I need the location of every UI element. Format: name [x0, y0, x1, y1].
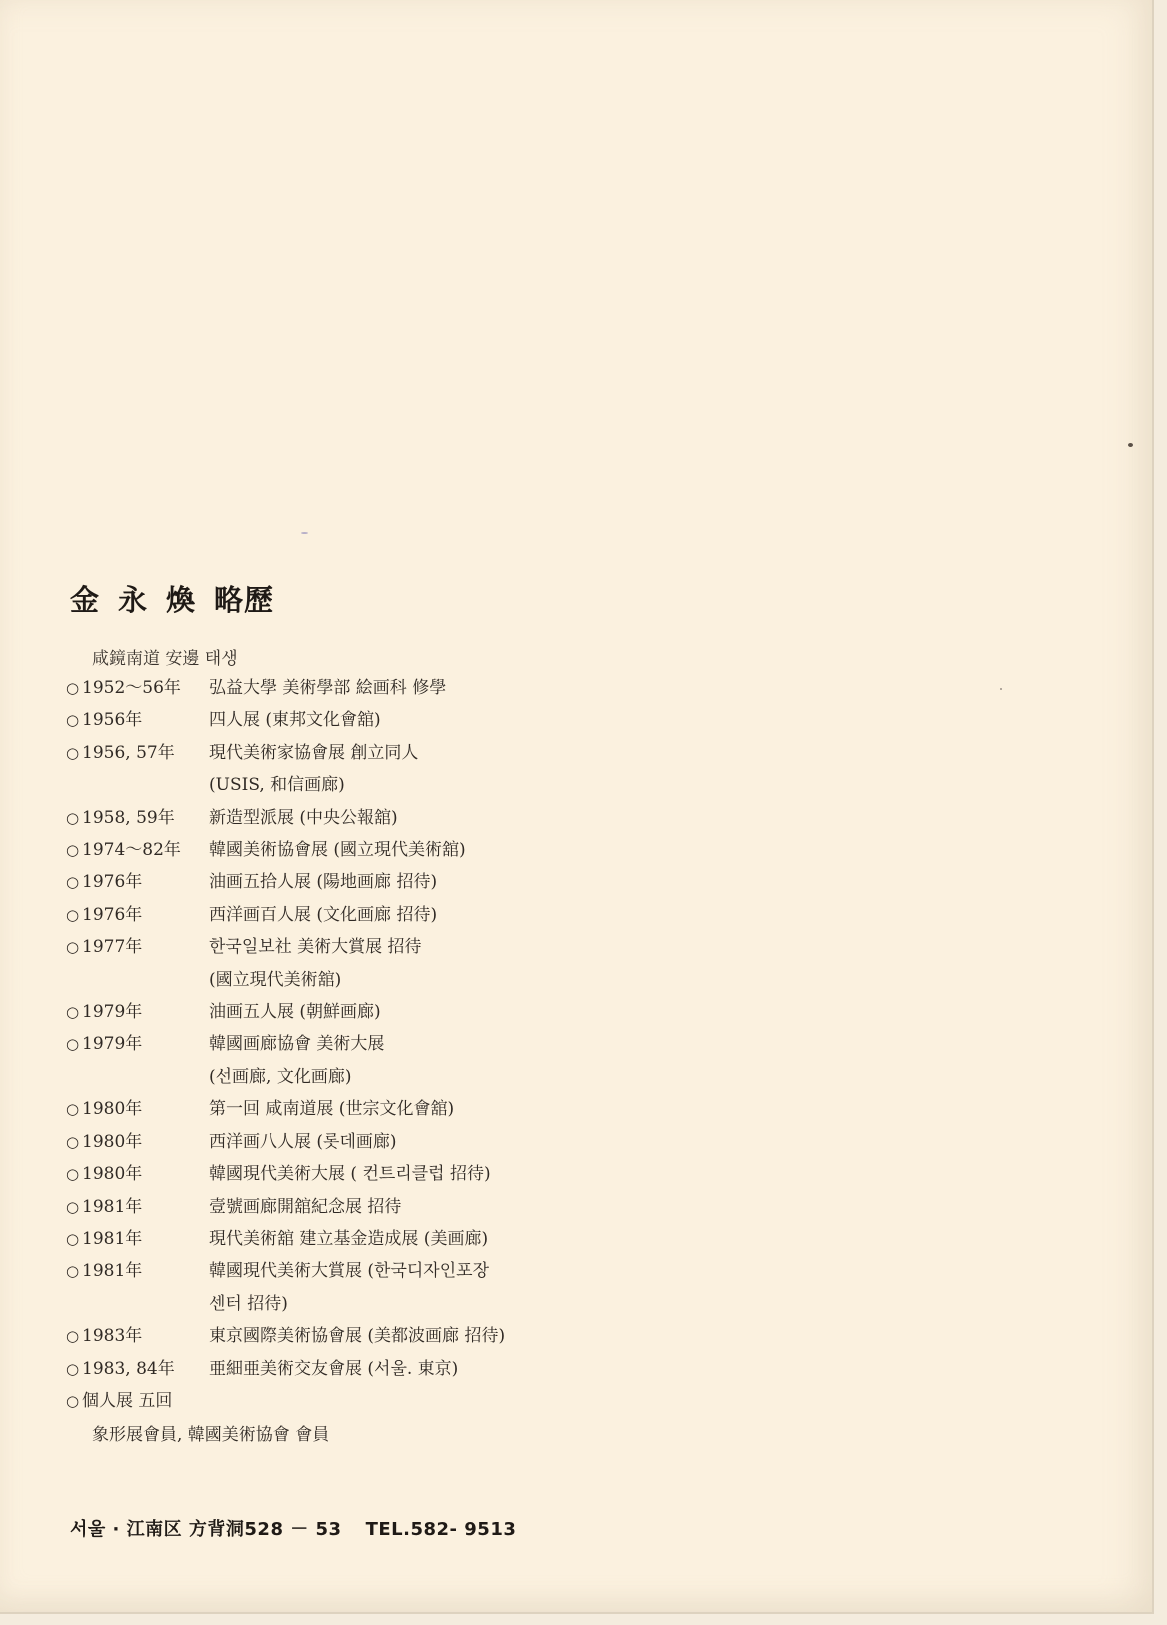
entry-year: 1980年 — [82, 1164, 143, 1185]
entry-year: 1956, 57年 — [82, 742, 175, 763]
entry-year: 1977年 — [82, 937, 143, 958]
entry-description: 壹號画廊開舘紀念展 招待 — [209, 1196, 402, 1217]
entry-year: 1952～56年 — [82, 678, 181, 698]
entry-description: 韓國美術協會展 (國立現代美術舘) — [209, 840, 466, 861]
career-entry — [66, 996, 626, 1028]
entry-description: 韓國画廊協會 美術大展 (선画廊, 文化画廊) — [209, 1034, 385, 1087]
circle-bullet-icon: ○ — [66, 1391, 80, 1410]
entry-year: 1981年 — [82, 1228, 143, 1249]
career-list — [66, 672, 626, 1417]
paper-speck — [1000, 688, 1002, 690]
paper-speck — [301, 532, 308, 534]
circle-bullet-icon: ○ — [66, 1359, 80, 1378]
entry-year: 1974～82年 — [82, 840, 181, 861]
circle-bullet-icon: ○ — [66, 841, 80, 860]
entry-year: 1956年 — [82, 710, 143, 731]
entry-year: 1976年 — [82, 904, 143, 925]
career-entry — [66, 802, 626, 834]
entry-description: 現代美術家協會展 創立同人 (USIS, 和信画廊) — [209, 742, 419, 796]
circle-bullet-icon: ○ — [66, 808, 80, 827]
entry-description: 第一回 咸南道展 (世宗文化會舘) — [209, 1099, 455, 1120]
circle-bullet-icon: ○ — [66, 1132, 80, 1151]
birthplace: 咸鏡南道 安邊 태생 — [92, 649, 238, 669]
entry-year: 1980年 — [82, 1131, 143, 1152]
entry-description: 西洋画百人展 (文化画廊 招待) — [209, 904, 438, 925]
entry-description: 油画五人展 (朝鮮画廊) — [209, 1002, 381, 1023]
entry-description: 現代美術舘 建立基金造成展 (美画廊) — [209, 1228, 489, 1249]
solo-exhibitions-text: 個人展 五回 — [82, 1390, 173, 1411]
entry-year: 1983年 — [82, 1326, 143, 1347]
career-entry — [66, 834, 626, 866]
circle-bullet-icon: ○ — [66, 1262, 80, 1281]
career-entry — [66, 1223, 626, 1255]
career-entry — [66, 1191, 626, 1223]
circle-bullet-icon: ○ — [66, 938, 80, 957]
career-entry — [66, 931, 626, 996]
career-entry — [66, 866, 626, 898]
entry-year: 1979年 — [82, 1034, 143, 1055]
circle-bullet-icon: ○ — [66, 1197, 80, 1216]
career-entry — [66, 1028, 626, 1093]
name-char: 金 — [70, 583, 101, 617]
solo-exhibitions — [66, 1385, 626, 1417]
career-entry — [66, 672, 626, 704]
contact-address — [70, 1515, 516, 1541]
career-entry — [66, 1126, 626, 1158]
circle-bullet-icon: ○ — [66, 1229, 80, 1248]
membership-text: 象形展會員, 韓國美術協會 會員 — [92, 1425, 330, 1445]
entry-description: 四人展 (東邦文化會舘) — [209, 710, 381, 731]
circle-bullet-icon: ○ — [66, 1035, 80, 1054]
entry-description: 新造型派展 (中央公報舘) — [209, 807, 398, 828]
entry-year: 1958, 59年 — [82, 807, 175, 828]
entry-year: 1983, 84年 — [82, 1358, 175, 1379]
entry-description: 弘益大學 美術學部 絵画科 修學 — [209, 678, 447, 698]
entry-description: 韓國現代美術大賞展 (한국디자인포장 센터 招待) — [209, 1261, 489, 1314]
career-entry — [66, 899, 626, 931]
circle-bullet-icon: ○ — [66, 1100, 80, 1119]
entry-year: 1981年 — [82, 1196, 143, 1217]
address-tel: TEL.582- 9513 — [365, 1519, 517, 1540]
entry-year: 1976年 — [82, 872, 143, 893]
entry-description: 亜細亜美術交友會展 (서울. 東京) — [209, 1358, 459, 1379]
entry-year: 1980年 — [82, 1099, 143, 1120]
name-char: 煥 — [166, 583, 197, 617]
circle-bullet-icon: ○ — [66, 1165, 80, 1184]
circle-bullet-icon: ○ — [66, 743, 80, 762]
entry-description: 韓國現代美術大展 ( 컨트리클럽 招待) — [209, 1164, 491, 1185]
entry-year: 1981年 — [82, 1261, 143, 1282]
circle-bullet-icon: ○ — [66, 873, 80, 892]
career-entry — [66, 1255, 626, 1320]
entry-description: 東京國際美術協會展 (美都波画廊 招待) — [209, 1326, 506, 1347]
career-entry — [66, 704, 626, 736]
circle-bullet-icon: ○ — [66, 905, 80, 924]
entry-year: 1979年 — [82, 1002, 143, 1023]
career-entry — [66, 1320, 626, 1352]
entry-description: 油画五拾人展 (陽地画廊 招待) — [209, 872, 438, 893]
paper-speck — [1128, 443, 1133, 447]
page-title — [70, 578, 274, 619]
career-entry — [66, 737, 626, 802]
title-heading: 略歷 — [214, 583, 275, 617]
entry-description: 西洋画八人展 (롯데画廊) — [209, 1131, 397, 1152]
career-entry — [66, 1353, 626, 1385]
entry-description: 한국일보社 美術大賞展 招待 (國立現代美術舘) — [209, 937, 422, 990]
career-entry — [66, 1158, 626, 1190]
name-char: 永 — [118, 583, 149, 617]
circle-bullet-icon: ○ — [66, 679, 80, 697]
career-entry — [66, 1093, 626, 1125]
circle-bullet-icon: ○ — [66, 711, 80, 730]
circle-bullet-icon: ○ — [66, 1327, 80, 1346]
circle-bullet-icon: ○ — [66, 1003, 80, 1022]
address-location: 서울 · 江南区 方背洞528 － 53 — [70, 1519, 342, 1540]
